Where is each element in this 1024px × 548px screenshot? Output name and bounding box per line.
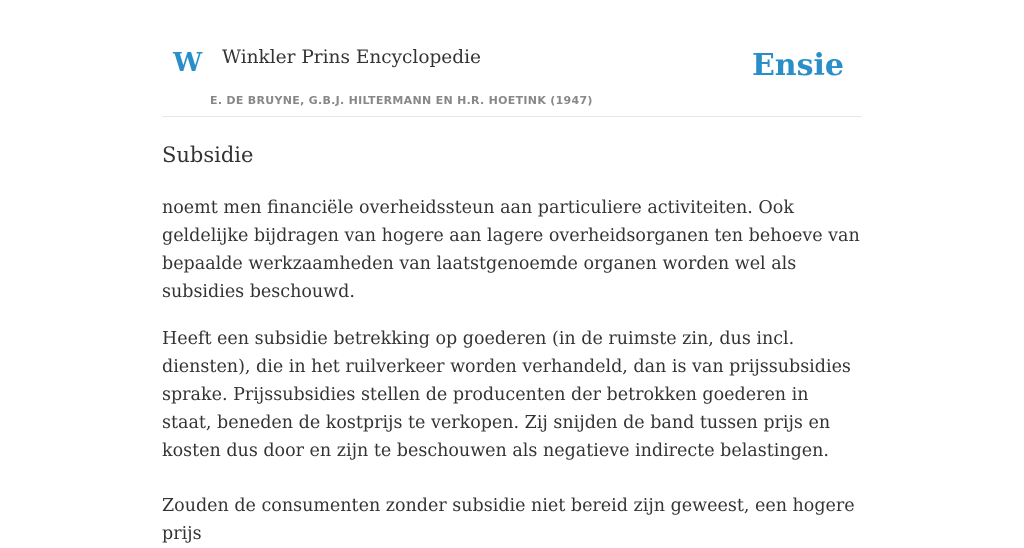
publication-title[interactable]: Winkler Prins Encyclopedie bbox=[222, 47, 481, 68]
publication-authors: E. DE BRUYNE, G.B.J. HILTERMANN EN H.R. HOETINK (1947) bbox=[210, 94, 593, 107]
page-container bbox=[162, 0, 862, 548]
article-paragraph-2: Heeft een subsidie betrekking op goederen (in de ruimste zin, dus incl. diensten), die in het ruilverkeer worden verhandeld, dan is van prijssubsidies sprake. Prijssubsidies stellen de producenten der betrokken goederen in staat, beneden de kostprijs te verkopen. Zij snijden de band tussen prijs en kosten dus door en zijn te beschouwen als negatieve indirecte belastingen. bbox=[162, 329, 851, 462]
article-paragraph-1: noemt men financiële overheidssteun aan particuliere activiteiten. Ook geldelijke bijdragen van hogere aan lagere overheidsorganen ten behoeve van bepaalde werkzaamheden van laatstgenoemde organen worden wel als subsidies beschouwd. bbox=[162, 198, 860, 303]
publication-header bbox=[162, 0, 862, 117]
article-title: Subsidie bbox=[162, 143, 254, 167]
publication-logo[interactable]: W bbox=[173, 48, 203, 78]
article-paragraph-3: Zouden de consumenten zonder subsidie niet bereid zijn geweest, een hogere prijs bbox=[162, 496, 855, 545]
ensie-logo[interactable]: Ensie bbox=[751, 48, 844, 83]
